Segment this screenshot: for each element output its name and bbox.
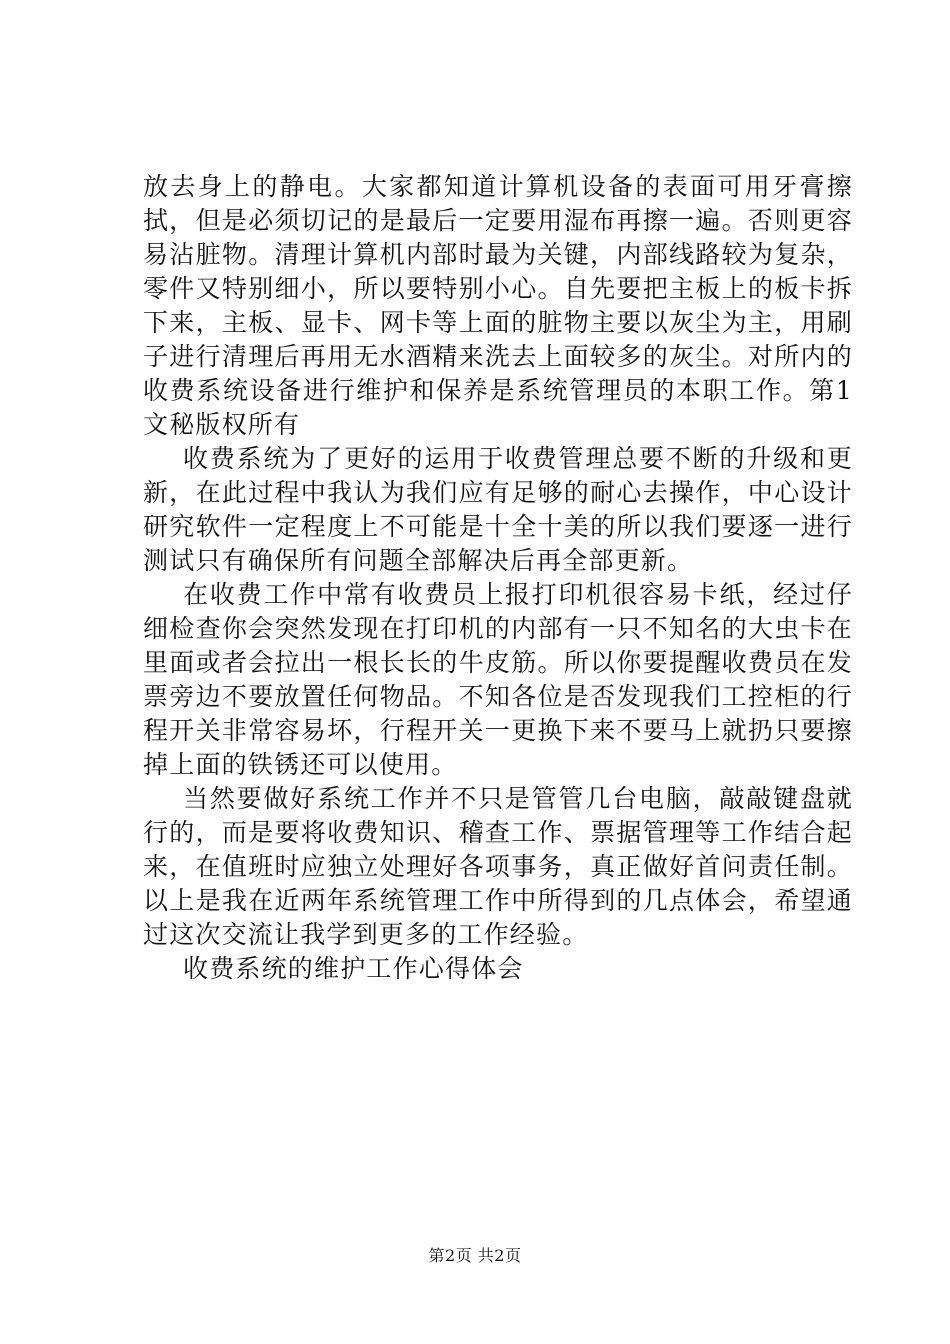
- page-number-label: 第2页 共2页: [428, 1246, 522, 1265]
- paragraph-5-closing-title: 收费系统的维护工作心得体会: [183, 954, 524, 983]
- page-footer: [0, 1243, 950, 1266]
- document-body: [143, 170, 853, 986]
- paragraph-1: 放去身上的静电。大家都知道计算机设备的表面可用牙膏擦拭，但是必须切记的是最后一定要用湿布再擦一遍。否则更容易沾脏物。清理计算机内部时最为关键，内部线路较为复杂，零件又特别细小，所以要特别小心。自先要把主板上的板卡拆下来，主板、显卡、网卡等上面的脏物主要以灰尘为主，用刷子进行清理后再用无水酒精来洗去上面较多的灰尘。对所内的收费系统设备进行维护和保养是系统管理员的本职工作。第1文秘版权所有: [143, 172, 853, 439]
- paragraph-2: 收费系统为了更好的运用于收费管理总要不断的升级和更新，在此过程中我认为我们应有足够的耐心去操作，中心设计研究软件一定程度上不可能是十全十美的所以我们要逐一进行测试只有确保所有问题全部解决后再全部更新。: [143, 444, 853, 575]
- paragraph-4: 当然要做好系统工作并不只是管管几台电脑，敲敲键盘就行的，而是要将收费知识、稽查工作、票据管理等工作结合起来，在值班时应独立处理好各项事务，真正做好首问责任制。以上是我在近两年系统管理工作中所得到的几点体会，希望通过这次交流让我学到更多的工作经验。: [143, 784, 853, 949]
- paragraph-3: 在收费工作中常有收费员上报打印机很容易卡纸，经过仔细检查你会突然发现在打印机的内部有一只不知名的大虫卡在里面或者会拉出一根长长的牛皮筋。所以你要提醒收费员在发票旁边不要放置任何物品。不知各位是否发现我们工控柜的行程开关非常容易坏，行程开关一更换下来不要马上就扔只要擦掉上面的铁锈还可以使用。: [143, 580, 853, 779]
